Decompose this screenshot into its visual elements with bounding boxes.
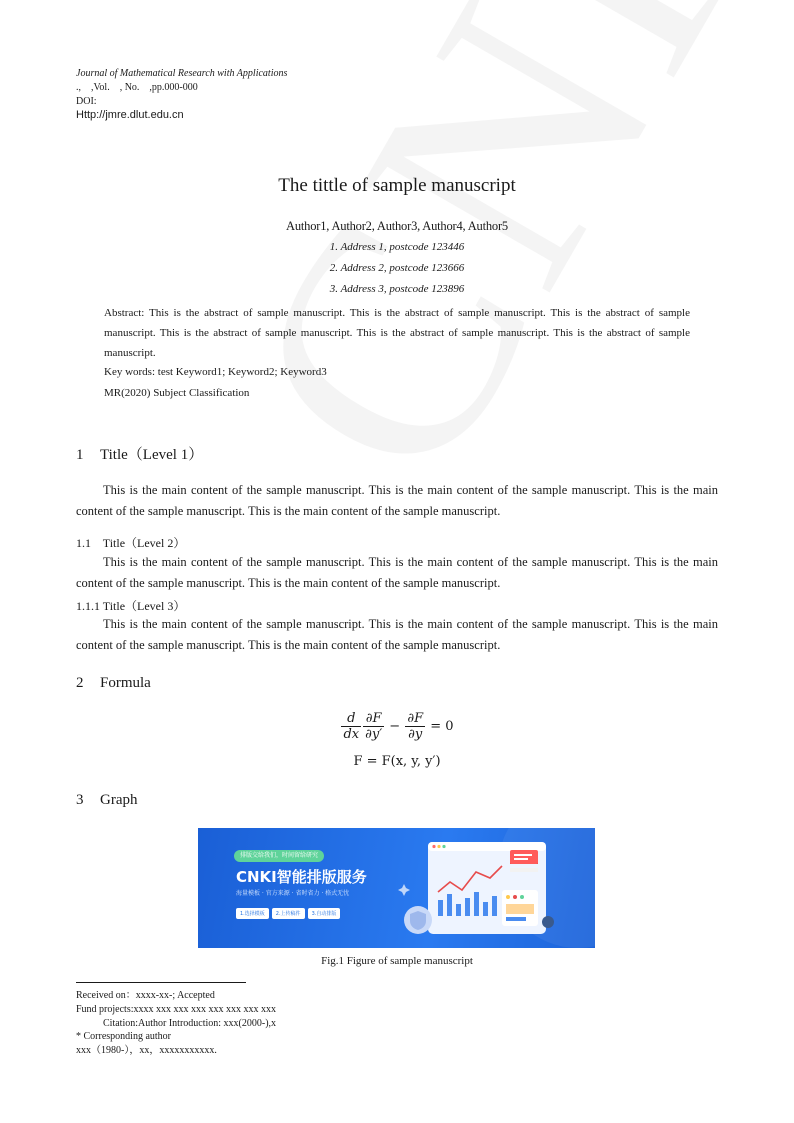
section-number: 1	[76, 447, 84, 463]
equation-rhs: = 0	[430, 719, 454, 734]
section-1-heading	[76, 443, 203, 464]
step-2: 2.上传稿件	[272, 908, 305, 919]
fraction: $\frac{d}{dx}$	[343, 711, 360, 742]
section-1-1-body: This is the main content of the sample manuscript. This is the main content of the sample manuscript. This is the main content of the sample manuscript. This is the main content of the sample manuscript.	[76, 555, 718, 590]
section-1-1-1-heading: 1.1.1 Title（Level 3）	[76, 599, 186, 613]
step-3: 3.自动排版	[308, 908, 341, 919]
footnote-author-intro: xxx（1980-），xx，xxxxxxxxxxx.	[76, 1045, 217, 1056]
dashboard-illustration-icon	[398, 834, 588, 944]
minus-sign: −	[389, 719, 401, 734]
footnote-corresponding: * Corresponding author	[76, 1031, 171, 1042]
address-1: 1. Address 1, postcode 123446	[329, 241, 465, 253]
footnote-citation: Citation:Author Introduction: xxx(2000-),x	[103, 1018, 277, 1029]
euler-lagrange-equation	[0, 711, 794, 742]
keywords: Key words: test Keyword1; Keyword2; Keyword3	[104, 366, 327, 378]
step-1: 1.选择模板	[236, 908, 269, 919]
section-1-body: This is the main content of the sample manuscript. This is the main content of the sample manuscript. This is the main content of the sample manuscript. This is the main content of the sample manuscript.	[76, 483, 718, 518]
banner-badge: 排版交给我们，时间留给研究	[234, 850, 324, 862]
section-number: 3	[76, 792, 84, 808]
subject-classification: MR(2020) Subject Classification	[104, 387, 250, 399]
section-number: 2	[76, 675, 84, 691]
fraction: $\frac{\partial F}{\partial y}$	[407, 711, 424, 742]
sample-figure	[198, 828, 595, 948]
section-1-1-heading: 1.1 Title（Level 2）	[76, 536, 186, 550]
banner-steps	[236, 908, 340, 919]
section-title: Title（Level 1）	[100, 447, 204, 463]
journal-name: Journal of Mathematical Research with Applications	[76, 68, 288, 79]
functional-definition: F = F(x, y, y′)	[353, 754, 441, 769]
footnote-fund: Fund projects:xxxx xxx xxx xxx xxx xxx xxx xxx	[76, 1004, 276, 1015]
doi-label: DOI:	[76, 96, 97, 107]
author-list: Author1, Author2, Author3, Author4, Author5	[286, 219, 508, 233]
figure-caption: Fig.1 Figure of sample manuscript	[321, 955, 473, 967]
abstract: Abstract: This is the abstract of sample manuscript. This is the abstract of sample manuscript. This is the abstract of sample manuscript. This is the abstract of sample manuscript. This is the abstract of sample manuscript. This is the abstract of sample manuscript.	[104, 307, 690, 359]
banner-headline: CNKI智能排版服务	[236, 868, 367, 886]
section-1-1-1-body: This is the main content of the sample manuscript. This is the main content of the sample manuscript. This is the main content of the sample manuscript. This is the main content of the sample manuscript.	[76, 617, 718, 652]
address-3: 3. Address 3, postcode 123896	[329, 283, 465, 295]
footnote-received: Received on：xxxx-xx-; Accepted	[76, 990, 215, 1001]
section-3-heading	[76, 792, 138, 809]
volume-line: ., ,Vol. , No. ,pp.000-000	[76, 82, 198, 93]
section-title: Formula	[100, 675, 151, 691]
banner-features: 海量模板 · 官方来源 · 省时省力 · 格式无忧	[236, 890, 350, 897]
address-2: 2. Address 2, postcode 123666	[329, 262, 465, 274]
journal-url[interactable]: Http://jmre.dlut.edu.cn	[76, 109, 184, 121]
section-2-heading	[76, 675, 151, 692]
section-title: Graph	[100, 792, 138, 808]
fraction: $\frac{\partial F}{\partial y'}$	[365, 711, 383, 742]
footnote-divider	[76, 982, 246, 983]
paper-title: The tittle of sample manuscript	[278, 175, 516, 196]
